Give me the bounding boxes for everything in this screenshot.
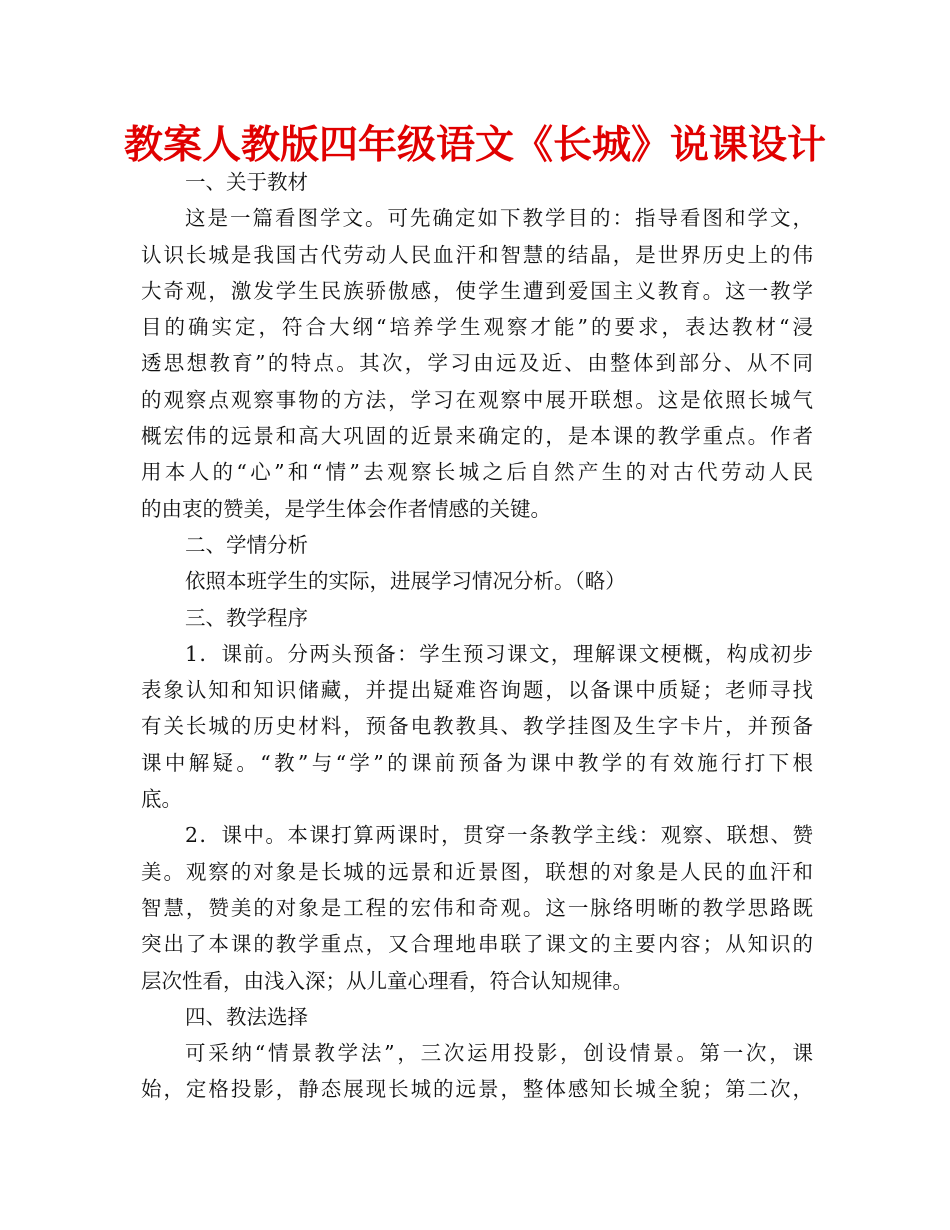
section-heading: 二、学情分析	[185, 532, 308, 557]
document-body	[141, 164, 813, 1108]
paragraph-line: 大奇观，激发学生民族骄傲感，使学生遭到爱国主义教育。这一教学	[141, 278, 813, 303]
paragraph-line: 智慧，赞美的对象是工程的宏伟和奇观。这一脉络明晰的教学思路既	[141, 895, 813, 920]
paragraph-line: 有关长城的历史材料，预备电教教具、教学挂图及生字卡片，并预备	[141, 714, 813, 739]
paragraph-line: 层次性看，由浅入深；从儿童心理看，符合认知规律。	[141, 968, 633, 993]
section-heading: 三、教学程序	[185, 605, 308, 630]
paragraph-line: 的由衷的赞美，是学生体会作者情感的关键。	[141, 496, 551, 521]
paragraph-line: 美。观察的对象是长城的远景和近景图，联想的对象是人民的血汗和	[141, 859, 813, 884]
paragraph-line: 认识长城是我国古代劳动人民血汗和智慧的结晶，是世界历史上的伟	[141, 242, 813, 267]
paragraph-line: 底。	[141, 787, 182, 812]
paragraph-line: 可采纳“情景教学法”，三次运用投影，创设情景。第一次，课	[185, 1041, 813, 1066]
section-heading: 一、关于教材	[185, 170, 308, 194]
paragraph-line: 1．课前。分两头预备：学生预习课文，理解课文梗概，构成初步	[185, 641, 813, 666]
paragraph-line: 始，定格投影，静态展现长城的远景，整体感知长城全貌；第二次，	[141, 1077, 813, 1102]
document-title: 教案人教版四年级语文《长城》说课设计	[123, 123, 826, 168]
paragraph-line: 概宏伟的远景和高大巩固的近景来确定的，是本课的教学重点。作者	[141, 424, 813, 449]
section-heading: 四、教法选择	[185, 1004, 308, 1029]
paragraph-line: 这是一篇看图学文。可先确定如下教学目的：指导看图和学文，	[185, 206, 813, 231]
paragraph-line: 课中解疑。“教”与“学”的课前预备为课中教学的有效施行打下根	[141, 750, 813, 775]
paragraph-line: 的观察点观察事物的方法，学习在观察中展开联想。这是依照长城气	[141, 387, 813, 412]
paragraph-line: 表象认知和知识储藏，并提出疑难咨询题，以备课中质疑；老师寻找	[141, 678, 813, 703]
paragraph-line: 依照本班学生的实际，进展学习情况分析。（略）	[185, 569, 626, 594]
paragraph-line: 用本人的“心”和“情”去观察长城之后自然产生的对古代劳动人民	[141, 460, 813, 485]
paragraph-line: 目的确实定，符合大纲“培养学生观察才能”的要求，表达教材“浸	[141, 315, 813, 340]
paragraph-line: 透思想教育”的特点。其次，学习由远及近、由整体到部分、从不同	[141, 351, 813, 376]
paragraph-line: 突出了本课的教学重点，又合理地串联了课文的主要内容；从知识的	[141, 932, 813, 957]
paragraph-line: 2．课中。本课打算两课时，贯穿一条教学主线：观察、联想、赞	[185, 823, 813, 848]
